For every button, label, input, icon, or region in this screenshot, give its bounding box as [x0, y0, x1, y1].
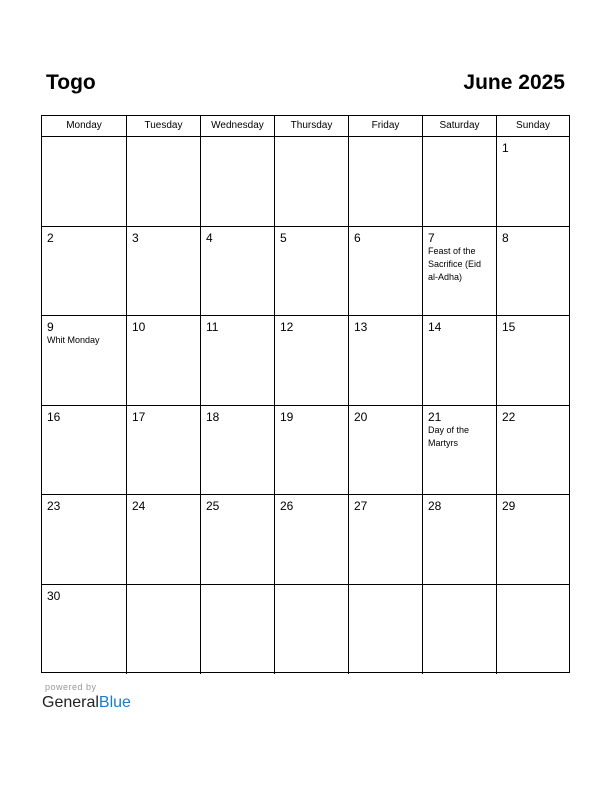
day-number: 3	[132, 230, 139, 245]
day-cell	[42, 495, 127, 584]
day-cell	[497, 227, 569, 316]
weeks-container	[42, 137, 569, 674]
day-cell	[42, 585, 127, 675]
day-cell	[423, 227, 497, 316]
day-number: 18	[206, 409, 220, 424]
day-cell	[275, 316, 349, 405]
day-cell	[349, 406, 423, 495]
weekday-header	[42, 116, 569, 137]
day-number: 10	[132, 320, 146, 334]
day-number: 1	[502, 141, 509, 155]
day-cell	[127, 406, 201, 495]
weekday-friday: Friday	[349, 116, 423, 136]
week-row	[42, 227, 569, 317]
day-number: 11	[206, 320, 219, 334]
day-cell	[201, 137, 275, 226]
day-number: 23	[47, 499, 61, 513]
day-cell	[127, 585, 201, 675]
day-cell	[42, 316, 127, 405]
day-number: 9	[47, 320, 54, 334]
powered-by-text: powered by	[45, 682, 97, 692]
day-cell	[423, 316, 497, 405]
holiday-label: Feast of the Sacrifice (Eid al-Adha)	[428, 245, 482, 282]
day-cell	[127, 227, 201, 316]
day-number: 17	[132, 409, 146, 424]
brand-general: General	[42, 694, 99, 711]
day-cell	[201, 585, 275, 675]
generalblue-logo	[42, 694, 131, 712]
day-number: 22	[502, 409, 516, 424]
weekday-wednesday: Wednesday	[201, 116, 275, 136]
day-cell	[201, 227, 275, 316]
day-cell	[201, 406, 275, 495]
weekday-sunday: Sunday	[516, 120, 550, 131]
brand-blue: Blue	[98, 694, 131, 711]
week-row	[42, 406, 569, 496]
country-title: Togo	[46, 71, 96, 94]
day-number: 13	[354, 320, 368, 334]
day-number: 7	[428, 230, 435, 245]
day-number: 2	[47, 230, 54, 245]
day-cell	[423, 406, 497, 495]
day-number: 30	[47, 588, 61, 603]
day-cell	[127, 137, 201, 226]
calendar-grid	[41, 115, 570, 673]
day-number: 25	[206, 499, 220, 513]
day-cell	[349, 495, 423, 584]
day-cell	[127, 316, 201, 405]
day-cell	[349, 316, 423, 405]
day-number: 24	[132, 499, 146, 513]
month-title: June 2025	[463, 71, 565, 94]
week-row	[42, 137, 569, 227]
day-cell	[42, 227, 127, 316]
day-cell	[497, 137, 569, 226]
day-cell	[201, 316, 275, 405]
day-number: 26	[280, 499, 294, 513]
day-number: 28	[428, 499, 442, 513]
day-cell	[349, 585, 423, 675]
weekday-saturday: Saturday	[423, 116, 497, 136]
week-row	[42, 316, 569, 406]
day-number: 12	[280, 320, 294, 334]
day-cell	[275, 495, 349, 584]
day-cell	[423, 495, 497, 584]
weekday-tuesday: Tuesday	[127, 116, 201, 136]
day-number: 8	[502, 230, 509, 245]
week-row	[42, 495, 569, 585]
day-cell	[423, 585, 497, 675]
week-row	[42, 585, 569, 675]
day-number: 15	[502, 320, 516, 334]
day-number: 14	[428, 320, 442, 334]
day-cell	[497, 406, 569, 495]
day-cell	[42, 137, 127, 226]
day-number: 5	[280, 230, 287, 245]
day-number: 21	[428, 409, 442, 424]
day-number: 19	[280, 409, 294, 424]
day-number: 16	[47, 409, 61, 424]
day-number: 6	[354, 230, 361, 245]
day-cell	[275, 585, 349, 675]
day-cell	[497, 316, 569, 405]
day-cell	[349, 227, 423, 316]
day-number: 4	[206, 230, 213, 245]
day-cell	[127, 495, 201, 584]
day-cell	[42, 406, 127, 495]
holiday-label: Whit Monday	[47, 335, 100, 345]
day-cell	[349, 137, 423, 226]
day-number: 29	[502, 499, 516, 513]
day-cell	[497, 495, 569, 584]
day-cell	[201, 495, 275, 584]
day-number: 27	[354, 499, 368, 513]
holiday-label: Day of the Martyrs	[428, 424, 470, 448]
weekday-thursday: Thursday	[275, 116, 349, 136]
day-cell	[275, 137, 349, 226]
day-number: 20	[354, 409, 368, 424]
day-cell	[275, 406, 349, 495]
day-cell	[497, 585, 569, 675]
weekday-monday: Monday	[42, 116, 127, 136]
day-cell	[423, 137, 497, 226]
day-cell	[275, 227, 349, 316]
